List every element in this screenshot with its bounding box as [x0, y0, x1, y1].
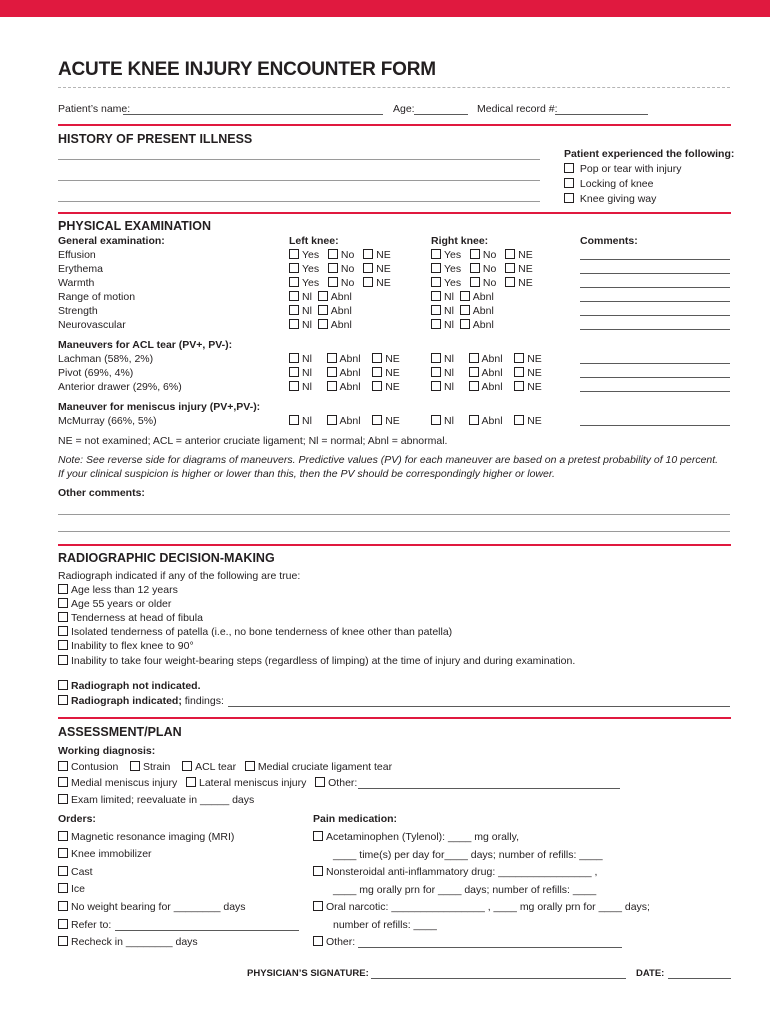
checkbox[interactable] — [58, 848, 68, 858]
acl-heading: Maneuvers for ACL tear (PV+, PV-): — [58, 339, 233, 351]
working-diagnosis-label: Working diagnosis: — [58, 745, 156, 757]
checkbox[interactable] — [363, 249, 373, 259]
history-heading: HISTORY OF PRESENT ILLNESS — [58, 132, 253, 146]
history-line[interactable] — [58, 159, 540, 160]
checkbox[interactable] — [328, 249, 338, 259]
right-knee-options[interactable]: Nl Abnl — [431, 305, 494, 317]
checkbox[interactable] — [564, 163, 574, 173]
checkbox[interactable] — [469, 415, 479, 425]
radiograph-not-indicated[interactable]: Radiograph not indicated. — [58, 680, 201, 692]
left-knee-label: Left knee: — [289, 235, 339, 247]
medical-record-field[interactable] — [555, 114, 648, 115]
left-knee-options[interactable]: Yes No NE — [289, 277, 391, 289]
checkbox[interactable] — [289, 305, 299, 315]
age-field[interactable] — [414, 114, 468, 115]
checkbox[interactable] — [186, 777, 196, 787]
comment-line[interactable] — [580, 315, 730, 316]
top-accent-bar — [0, 0, 770, 17]
checkbox[interactable] — [564, 193, 574, 203]
order-item[interactable]: Magnetic resonance imaging (MRI) — [58, 831, 234, 843]
assessment-heading: ASSESSMENT/PLAN — [58, 725, 182, 739]
checkbox[interactable] — [289, 353, 299, 363]
order-item[interactable]: Knee immobilizer — [58, 848, 152, 860]
checkbox[interactable] — [58, 612, 68, 622]
checkbox[interactable] — [289, 381, 299, 391]
option-giving-way[interactable]: Knee giving way — [564, 193, 656, 205]
option-pop-tear[interactable]: Pop or tear with injury — [564, 163, 681, 175]
radio-criterion[interactable]: Tenderness at head of fibula — [58, 612, 203, 624]
pain-item-detail: ____ mg orally prn for ____ days; number of refills: ____ — [333, 884, 597, 896]
radio-criterion[interactable]: Age less than 12 years — [58, 584, 178, 596]
checkbox[interactable] — [318, 291, 328, 301]
general-exam-label: General examination: — [58, 235, 165, 247]
checkbox[interactable] — [58, 794, 68, 804]
order-item[interactable]: No weight bearing for ________ days — [58, 901, 246, 913]
checkbox[interactable] — [289, 277, 299, 287]
left-knee-options[interactable]: Yes No NE — [289, 263, 391, 275]
checkbox[interactable] — [58, 695, 68, 705]
checkbox[interactable] — [372, 415, 382, 425]
checkbox[interactable] — [514, 381, 524, 391]
checkbox[interactable] — [328, 277, 338, 287]
order-item[interactable]: Refer to: — [58, 919, 111, 931]
option-locking[interactable]: Locking of knee — [564, 178, 653, 190]
checkbox[interactable] — [58, 883, 68, 893]
age-label: Age: — [393, 103, 415, 115]
section-divider — [58, 124, 731, 126]
checkbox[interactable] — [289, 367, 299, 377]
checkbox[interactable] — [289, 415, 299, 425]
checkbox[interactable] — [431, 291, 441, 301]
checkbox[interactable] — [58, 584, 68, 594]
exam-item: Neurovascular — [58, 319, 126, 331]
checkbox[interactable] — [431, 381, 441, 391]
pain-item[interactable]: Acetaminophen (Tylenol): ____ mg orally, — [313, 831, 519, 843]
section-divider — [58, 544, 731, 546]
other-comments-line[interactable] — [58, 514, 730, 515]
checkbox[interactable] — [469, 367, 479, 377]
checkbox[interactable] — [514, 367, 524, 377]
left-knee-options[interactable]: Nl Abnl — [289, 319, 352, 331]
experienced-label: Patient experienced the following: — [564, 148, 735, 160]
right-knee-options[interactable]: Yes No NE — [431, 263, 533, 275]
checkbox[interactable] — [460, 291, 470, 301]
left-knee-options[interactable]: Nl Abnl — [289, 291, 352, 303]
checkbox[interactable] — [431, 367, 441, 377]
form-title: ACUTE KNEE INJURY ENCOUNTER FORM — [58, 59, 436, 80]
checkbox[interactable] — [372, 353, 382, 363]
left-knee-options[interactable]: Nl Abnl NE — [289, 367, 400, 379]
date-line[interactable] — [668, 978, 731, 979]
refer-line[interactable] — [115, 930, 299, 931]
checkbox[interactable] — [431, 319, 441, 329]
right-knee-options[interactable]: Nl Abnl NE — [431, 415, 542, 427]
checkbox[interactable] — [58, 919, 68, 929]
checkbox[interactable] — [363, 277, 373, 287]
checkbox[interactable] — [327, 353, 337, 363]
right-knee-options[interactable]: Nl Abnl — [431, 291, 494, 303]
radio-criterion[interactable]: Age 55 years or older — [58, 598, 171, 610]
checkbox[interactable] — [363, 263, 373, 273]
checkbox[interactable] — [505, 249, 515, 259]
right-knee-options[interactable]: Nl Abnl NE — [431, 381, 542, 393]
radiograph-indicated[interactable]: Radiograph indicated; findings: — [58, 695, 224, 707]
checkbox[interactable] — [469, 381, 479, 391]
checkbox[interactable] — [460, 319, 470, 329]
right-knee-options[interactable]: Yes No NE — [431, 277, 533, 289]
section-divider — [58, 212, 731, 214]
patient-name-field[interactable] — [123, 114, 383, 115]
checkbox[interactable] — [58, 680, 68, 690]
checkbox[interactable] — [505, 263, 515, 273]
checkbox[interactable] — [58, 761, 68, 771]
other-comments-label: Other comments: — [58, 487, 145, 499]
maneuver-item: Pivot (69%, 4%) — [58, 367, 134, 379]
maneuver-item: Lachman (58%, 2%) — [58, 353, 154, 365]
right-knee-label: Right knee: — [431, 235, 489, 247]
checkbox[interactable] — [313, 831, 323, 841]
comment-line[interactable] — [580, 425, 730, 426]
pain-item[interactable]: Oral narcotic: ________________ , ____ mg orally prn for ____ days; — [313, 901, 650, 913]
pain-item-detail: number of refills: ____ — [333, 919, 437, 931]
checkbox[interactable] — [58, 936, 68, 946]
order-item[interactable]: Ice — [58, 883, 85, 895]
right-knee-options[interactable]: Nl Abnl — [431, 319, 494, 331]
comment-line[interactable] — [580, 391, 730, 392]
checkbox[interactable] — [470, 249, 480, 259]
comment-line[interactable] — [580, 329, 730, 330]
checkbox[interactable] — [313, 936, 323, 946]
checkbox[interactable] — [58, 777, 68, 787]
other-medication-line[interactable] — [358, 947, 622, 948]
left-knee-options[interactable]: Nl Abnl NE — [289, 381, 400, 393]
pain-medication-label: Pain medication: — [313, 813, 398, 825]
patient-name-label: Patient’s name: — [58, 103, 131, 115]
checkbox[interactable] — [514, 353, 524, 363]
findings-line[interactable] — [228, 706, 730, 707]
checkbox[interactable] — [289, 263, 299, 273]
left-knee-options[interactable]: Nl Abnl — [289, 305, 352, 317]
radio-criterion[interactable]: Isolated tenderness of patella (i.e., no bone tenderness of knee other than patella) — [58, 626, 452, 638]
right-knee-options[interactable]: Nl Abnl NE — [431, 367, 542, 379]
checkbox[interactable] — [470, 277, 480, 287]
other-comments-line[interactable] — [58, 531, 730, 532]
diagnosis-row-2[interactable]: Medial meniscus injury Lateral meniscus injury Other: — [58, 777, 357, 789]
checkbox[interactable] — [58, 866, 68, 876]
checkbox[interactable] — [58, 901, 68, 911]
pain-item[interactable]: Other: — [313, 936, 355, 948]
checkbox[interactable] — [130, 761, 140, 771]
checkbox[interactable] — [318, 319, 328, 329]
checkbox[interactable] — [245, 761, 255, 771]
checkbox[interactable] — [460, 305, 470, 315]
checkbox[interactable] — [313, 901, 323, 911]
meniscus-heading: Maneuver for meniscus injury (PV+,PV-): — [58, 401, 261, 413]
checkbox[interactable] — [514, 415, 524, 425]
other-diagnosis-line[interactable] — [358, 788, 620, 789]
comment-line[interactable] — [580, 301, 730, 302]
checkbox[interactable] — [328, 263, 338, 273]
comment-line[interactable] — [580, 259, 730, 260]
left-knee-options[interactable]: Yes No NE — [289, 249, 391, 261]
note-line-2: If your clinical suspicion is higher or lower than this, then the PV should be correspondingly higher or lower. — [58, 468, 555, 480]
checkbox[interactable] — [431, 277, 441, 287]
comment-line[interactable] — [580, 287, 730, 288]
pain-item-detail: ____ time(s) per day for____ days; number of refills: ____ — [333, 849, 603, 861]
checkbox[interactable] — [289, 319, 299, 329]
radio-heading: RADIOGRAPHIC DECISION-MAKING — [58, 551, 275, 565]
history-line[interactable] — [58, 201, 540, 202]
checkbox[interactable] — [289, 291, 299, 301]
checkbox[interactable] — [182, 761, 192, 771]
maneuver-item: Anterior drawer (29%, 6%) — [58, 381, 182, 393]
radio-criterion[interactable]: Inability to take four weight-bearing steps (regardless of limping) at the time of injury and during examination. — [58, 655, 575, 667]
checkbox[interactable] — [327, 415, 337, 425]
checkbox[interactable] — [431, 353, 441, 363]
checkbox[interactable] — [372, 367, 382, 377]
date-label: DATE: — [636, 968, 665, 979]
divider — [58, 87, 730, 88]
exam-item: Effusion — [58, 249, 96, 261]
exam-item: Strength — [58, 305, 98, 317]
checkbox[interactable] — [470, 263, 480, 273]
order-item[interactable]: Recheck in ________ days — [58, 936, 198, 948]
history-line[interactable] — [58, 180, 540, 181]
orders-label: Orders: — [58, 813, 96, 825]
abbreviations-note: NE = not examined; ACL = anterior cruciate ligament; Nl = normal; Abnl = abnormal. — [58, 435, 448, 447]
order-item[interactable]: Cast — [58, 866, 93, 878]
radio-intro: Radiograph indicated if any of the following are true: — [58, 570, 301, 582]
comment-line[interactable] — [580, 377, 730, 378]
comment-line[interactable] — [580, 273, 730, 274]
comments-label: Comments: — [580, 235, 638, 247]
radio-criterion[interactable]: Inability to flex knee to 90° — [58, 640, 194, 652]
checkbox[interactable] — [372, 381, 382, 391]
maneuver-item: McMurray (66%, 5%) — [58, 415, 157, 427]
checkbox[interactable] — [327, 367, 337, 377]
checkbox[interactable] — [58, 640, 68, 650]
checkbox[interactable] — [58, 598, 68, 608]
left-knee-options[interactable]: Nl Abnl NE — [289, 415, 400, 427]
signature-line[interactable] — [371, 978, 626, 979]
left-knee-options[interactable]: Nl Abnl NE — [289, 353, 400, 365]
checkbox[interactable] — [289, 249, 299, 259]
right-knee-options[interactable]: Nl Abnl NE — [431, 353, 542, 365]
comment-line[interactable] — [580, 363, 730, 364]
checkbox[interactable] — [313, 866, 323, 876]
exam-item: Range of motion — [58, 291, 136, 303]
signature-label: PHYSICIAN’S SIGNATURE: — [247, 968, 369, 979]
checkbox[interactable] — [431, 415, 441, 425]
exam-item: Warmth — [58, 277, 95, 289]
checkbox[interactable] — [58, 626, 68, 636]
checkbox[interactable] — [431, 249, 441, 259]
checkbox[interactable] — [431, 263, 441, 273]
medical-record-label: Medical record #: — [477, 103, 558, 115]
checkbox[interactable] — [318, 305, 328, 315]
checkbox[interactable] — [564, 178, 574, 188]
checkbox[interactable] — [58, 655, 68, 665]
checkbox[interactable] — [505, 277, 515, 287]
section-divider — [58, 717, 731, 719]
checkbox[interactable] — [327, 381, 337, 391]
pain-item[interactable]: Nonsteroidal anti-inflammatory drug: ________________ , — [313, 866, 597, 878]
diagnosis-row-1[interactable]: Contusion Strain ACL tear Medial cruciate ligament tear — [58, 761, 392, 773]
checkbox[interactable] — [315, 777, 325, 787]
note-line-1: Note: See reverse side for diagrams of maneuvers. Predictive values (PV) for each maneuver are based on a pretest probability of 10 percent. — [58, 454, 719, 466]
checkbox[interactable] — [58, 831, 68, 841]
checkbox[interactable] — [431, 305, 441, 315]
right-knee-options[interactable]: Yes No NE — [431, 249, 533, 261]
checkbox[interactable] — [469, 353, 479, 363]
exam-limited[interactable]: Exam limited; reevaluate in _____ days — [58, 794, 254, 806]
physical-heading: PHYSICAL EXAMINATION — [58, 219, 212, 233]
exam-item: Erythema — [58, 263, 103, 275]
